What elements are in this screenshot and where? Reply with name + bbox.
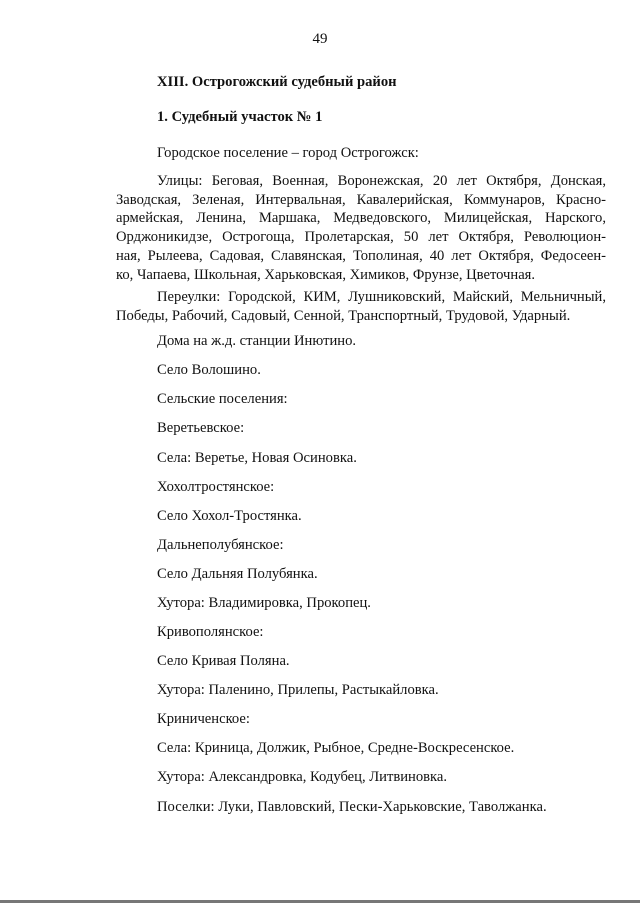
streets-line: армейская, Ленина, Маршака, Медведовского, Милицейская, Нарского, <box>116 210 606 227</box>
lanes-line: Переулки: Городской, КИМ, Лушниковский, Майский, Мельничный, <box>157 289 606 305</box>
entry-line: Села: Криница, Должик, Рыбное, Средне-Воскресенское. <box>157 740 515 756</box>
streets-line: ная, Рылеева, Садовая, Славянская, Тополиная, 40 лет Октября, Федосеен- <box>116 247 606 264</box>
streets-paragraph <box>116 172 606 284</box>
entry-line: Хутора: Паленино, Прилепы, Растыкайловка. <box>157 682 439 698</box>
streets-line: Заводская, Зеленая, Интервальная, Кавалерийская, Коммунаров, Красно- <box>116 191 606 208</box>
entry-line: Кривополянское: <box>157 624 264 640</box>
entry-line: Село Дальняя Полубянка. <box>157 566 318 582</box>
entry-line: Веретьевское: <box>157 420 245 436</box>
entry-line: Села: Веретье, Новая Осиновка. <box>157 450 357 466</box>
streets-line: Улицы: Беговая, Военная, Воронежская, 20 лет Октября, Донская, <box>157 173 606 189</box>
entry-line: Хохолтростянское: <box>157 479 275 495</box>
entry-line: Поселки: Луки, Павловский, Пески-Харьковские, Таволжанка. <box>157 799 547 815</box>
entry-line: Село Хохол-Тростянка. <box>157 508 302 524</box>
lanes-line: Победы, Рабочий, Садовый, Сенной, Транспортный, Трудовой, Ударный. <box>116 307 571 324</box>
entry-line: Криниченское: <box>157 711 250 727</box>
subsection-heading: 1. Судебный участок № 1 <box>157 109 323 125</box>
page-number: 49 <box>312 31 328 47</box>
streets-line: Орджоникидзе, Острогоща, Пролетарская, 50 лет Октября, Революцион- <box>116 229 606 246</box>
entry-line: Хутора: Александровка, Кодубец, Литвиновка. <box>157 769 448 785</box>
entry-line: Дальнеполубянское: <box>157 537 284 553</box>
entry-line: Село Волошино. <box>157 362 261 378</box>
lanes-paragraph <box>116 288 606 325</box>
entry-line: Хутора: Владимировка, Прокопец. <box>157 595 371 611</box>
entry-line: Село Кривая Поляна. <box>157 653 290 669</box>
section-heading: XIII. Острогожский судебный район <box>157 74 397 90</box>
entry-line: Сельские поселения: <box>157 391 288 407</box>
entry-line: Дома на ж.д. станции Инютино. <box>157 333 357 349</box>
streets-line: ко, Чапаева, Школьная, Харьковская, Химиков, Фрунзе, Цветочная. <box>116 266 536 283</box>
urban-settlement: Городское поселение – город Острогожск: <box>157 145 419 161</box>
